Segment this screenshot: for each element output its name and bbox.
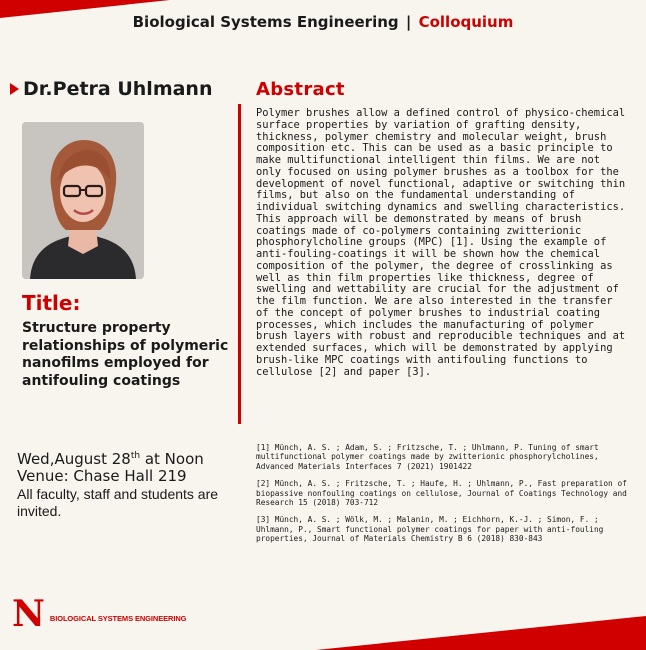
abstract-divider-line (238, 104, 241, 424)
event-invite: All faculty, staff and students are invited. (17, 486, 219, 519)
date-prefix: Wed,August 28 (17, 450, 131, 468)
date-suffix: at Noon (140, 450, 204, 468)
references-list (256, 443, 628, 552)
logo-letter: N (12, 593, 45, 635)
bottom-right-accent-shape (316, 616, 646, 650)
speaker-heading (10, 78, 213, 100)
date-ordinal: th (130, 451, 141, 461)
talk-title: Structure property relationships of polymeric nanofilms employed for antifouling coatings (22, 320, 229, 389)
speaker-photo (22, 122, 144, 279)
abstract-body: Polymer brushes allow a defined control of physico-chemical surface properties by variation of grafting density, thickness, polymer chemistry and molecular weight, brush composition etc. This can be used as a basic principle to make multifunctional intelligent thin films. We are not only focused on using polymer brushes as a toolbox for the development of novel functional, adaptive or switching thin films, but also on the fundamental understanding of individual switching dynamics and swelling characteristics. This approach will be demonstrated by means of brush coatings made of co-polymers containing zwitterionic phosphorylcholine groups (MPC) [1]. Using the example of anti-fouling-coatings it will be shown how the chemical composition of the polymer, the degree of crosslinking as well as thin film properties like thickness, degree of swelling and wettability are crucial for the adjustment of the film function. We are also interested in the transfer of the concept of polymer brushes to industrial coating processes, which includes the manufacturing of polymer brush layers with robust and reproducible techniques and at extended surfaces, which will be demonstrated by applying brush-like MPC coatings with antifouling functions to cellulose [2] and paper [3]. (256, 107, 626, 378)
header-dept: Biological Systems Engineering (132, 13, 399, 31)
reference-item: [2] Münch, A. S. ; Fritzsche, T. ; Haufe, H. ; Uhlmann, P., Fast preparation of biopassive nonfouling coatings on cellulose, Journal of Coatings Technology and Research 15 (2018) 703-712 (256, 479, 627, 508)
reference-item: [1] Münch, A. S. ; Adam, S. ; Fritzsche, T. ; Uhlmann, P. Tuning of smart multifunctional polymer coatings made by zwitterionic phosphorylcholines, Advanced Materials Interfaces 7 (2021) 1901422 (256, 443, 599, 471)
pointer-triangle-icon (10, 83, 19, 95)
department-logo (12, 593, 187, 635)
event-venue: Venue: Chase Hall 219 (17, 467, 187, 485)
header-event: Colloquium (418, 13, 514, 31)
portrait-illustration (22, 122, 144, 279)
abstract-heading: Abstract (256, 79, 345, 100)
reference-item: [3] Münch, A. S. ; Wölk, M. ; Malanin, M. ; Eichhorn, K.-J. ; Simon, F. ; Uhlmann, P., Smart functional polymer coatings for paper with anti-fouling properties, Journal of Materials Chemistry B 6 (2018) 830-843 (256, 515, 604, 544)
speaker-name: Dr.Petra Uhlmann (23, 78, 213, 100)
header-separator: | (405, 13, 412, 31)
page-header (0, 13, 646, 31)
title-label: Title: (22, 291, 81, 315)
logo-text: BIOLOGICAL SYSTEMS ENGINEERING (49, 613, 187, 623)
